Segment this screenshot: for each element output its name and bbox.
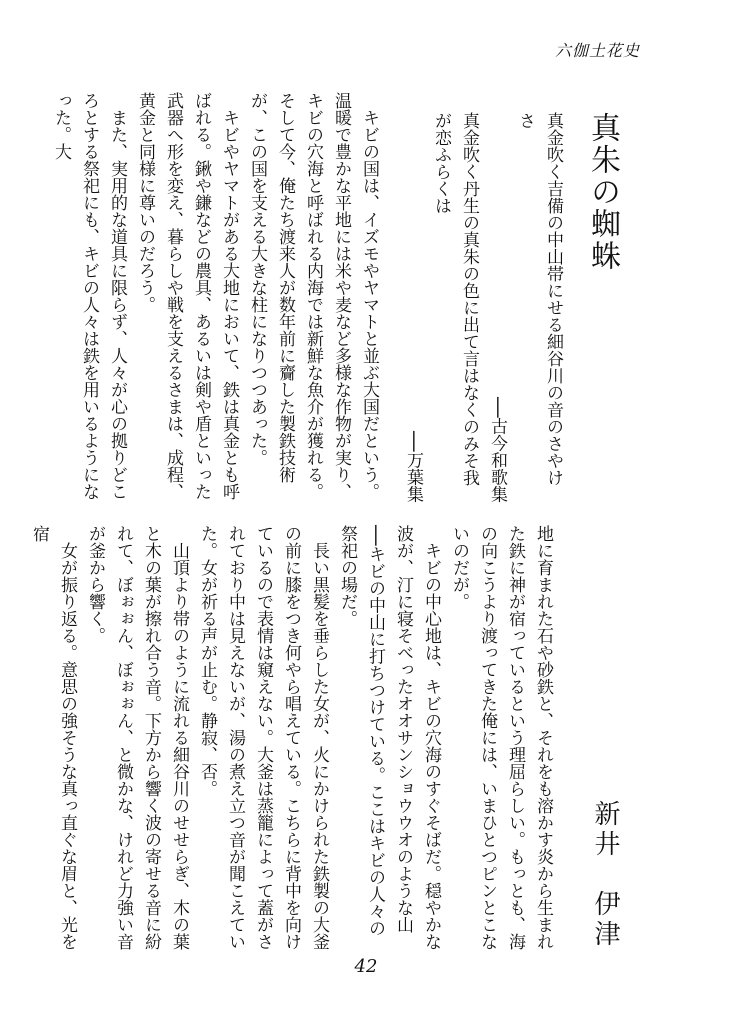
- paragraph: キビの国は、イズモやヤマトと並ぶ大国だという。温暖で豊かな平地には米や麦など多様な作物が実り、キビの穴海と呼ばれる内海では新鮮な魚介が獲れる。そして今、俺たち渡来人が数年前に齎した製鉄技術が、この国を支える大きな柱になりつつあった。: [247, 92, 379, 500]
- paragraph: 女が振り返る。意思の強そうな真っ直ぐな眉と、光を宿: [29, 525, 77, 950]
- spacer: [383, 92, 399, 502]
- paragraph: 山頂より帯のように流れる細谷川のせせらぎ、木の葉と木の葉が擦れ合う音。下方から響く波の寄せる音に紛れて、ぼぉぉん、ぼぉぉん、と微かな、けれど力強い音が釜から響く。: [85, 525, 189, 950]
- paragraph: キビやヤマトがある大地において、鉄は真金とも呼ばれる。鍬や鎌などの農具、あるいは剣や盾といった武器へ形を変え、暮らしや戦を支えるさまは、成程、黄金と同様に尊いのだろう。: [135, 92, 239, 500]
- upper-text-block: [51, 92, 567, 502]
- poem-1-source: ──古今和歌集: [487, 396, 507, 502]
- poem-2-source: ──万葉集: [403, 430, 423, 502]
- paragraph: キビの中心地は、キビの穴海のすぐそばだ。穏やかな波が、汀に寝そべったオオサンショウウオのような山──キビの中山に打ちつけている。ここはキビの人々の祭祀の場だ。: [337, 525, 441, 950]
- paragraph: 長い黒髪を垂らした女が、火にかけられた鉄製の大釜の前に膝をつき何やら唱えている。こちらに背中を向けているので表情は窺えない。大釜は蒸籠によって蓋がされており中は見えないが、湯の煮え立つ音が聞こえていた。女が祈る声が止む。静寂、否。: [197, 525, 329, 950]
- lower-text-block: [29, 525, 557, 950]
- poem-1: 真金吹く吉備の中山帯にせる細谷川の音のさやけさ: [515, 112, 563, 486]
- series-title: 六伽土花史: [554, 41, 640, 60]
- paragraph: 地に育まれた石や砂鉄と、それをも溶かす炎から生まれた鉄に神が宿っているという理屈らしい。もっとも、海の向こうより渡ってきた俺には、いまひとつピンとこないのだが。: [449, 525, 553, 950]
- poem-2: 真金吹く丹生の真朱の色に出て言はなくのみそ我が恋ふらくは: [431, 112, 479, 486]
- story-title: 真朱の蜘蛛: [585, 112, 620, 272]
- author-name: 新井 伊津: [590, 800, 620, 950]
- page-number: 42: [354, 956, 378, 977]
- paragraph: また、実用的な道具に限らず、人々が心の拠りどころとする祭祀にも、キビの人々は鉄を用いるようになった。大: [51, 92, 127, 500]
